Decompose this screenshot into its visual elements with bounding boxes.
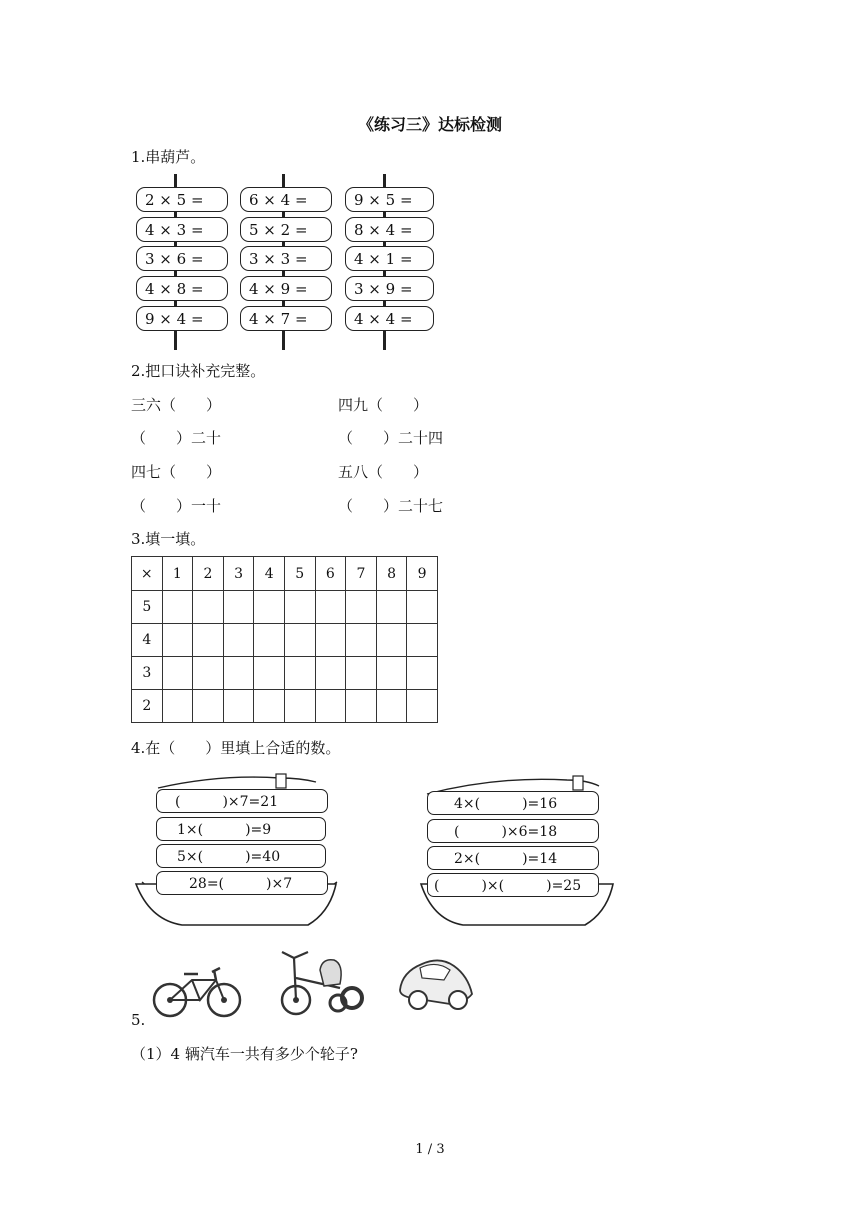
answer-cell[interactable]: [376, 591, 407, 624]
header-cell: 1: [162, 557, 193, 591]
header-cell: 6: [315, 557, 346, 591]
bead: 8 × 4 =: [345, 217, 434, 242]
answer-cell[interactable]: [376, 690, 407, 723]
answer-cell[interactable]: [162, 591, 193, 624]
answer-cell[interactable]: [162, 624, 193, 657]
mnemonic-item: （ ）二十四: [338, 429, 444, 447]
header-cell: ×: [132, 557, 163, 591]
skewer-2: [240, 174, 340, 350]
equation-plank: 2×( )=14: [427, 846, 599, 870]
answer-cell[interactable]: [193, 657, 224, 690]
equation-plank: ( )×6=18: [427, 819, 599, 843]
bead: 4 × 8 =: [136, 276, 228, 301]
skewer-3: [345, 174, 445, 350]
mnemonic-item: （ ）一十: [131, 497, 222, 515]
mnemonic-item: 四九（ ）: [338, 396, 429, 414]
header-cell: 7: [346, 557, 377, 591]
answer-cell[interactable]: [193, 690, 224, 723]
boat-1: [130, 772, 340, 932]
equation-plank: 28=( )×7: [156, 871, 328, 895]
equation-plank: 1×( )=9: [156, 817, 326, 841]
equation-plank: ( )×( )=25: [427, 873, 599, 897]
answer-cell[interactable]: [346, 657, 377, 690]
answer-cell[interactable]: [162, 690, 193, 723]
equation-plank: ( )×7=21: [156, 789, 328, 813]
bead: 4 × 7 =: [240, 306, 332, 331]
row-header: 4: [132, 624, 163, 657]
answer-cell[interactable]: [254, 690, 285, 723]
answer-cell[interactable]: [315, 657, 346, 690]
answer-cell[interactable]: [254, 591, 285, 624]
header-cell: 5: [284, 557, 315, 591]
header-cell: 9: [407, 557, 438, 591]
answer-cell[interactable]: [162, 657, 193, 690]
skewer-1: [136, 174, 236, 350]
equation-plank: 5×( )=40: [156, 844, 326, 868]
bead: 5 × 2 =: [240, 217, 332, 242]
bead: 6 × 4 =: [240, 187, 332, 212]
car-icon: [394, 952, 479, 1017]
bead: 4 × 3 =: [136, 217, 228, 242]
bead: 4 × 4 =: [345, 306, 434, 331]
boat-2: [417, 772, 617, 932]
answer-cell[interactable]: [346, 690, 377, 723]
q3-heading: 3.填一填。: [131, 530, 206, 548]
mnemonic-item: （ ）二十: [131, 429, 222, 447]
mnemonic-item: 三六（ ）: [131, 396, 222, 414]
answer-cell[interactable]: [284, 624, 315, 657]
bead: 4 × 1 =: [345, 246, 434, 271]
answer-cell[interactable]: [407, 624, 438, 657]
answer-cell[interactable]: [376, 657, 407, 690]
tricycle-icon: [272, 948, 367, 1020]
answer-cell[interactable]: [346, 624, 377, 657]
header-cell: 3: [223, 557, 254, 591]
row-header: 3: [132, 657, 163, 690]
bead: 3 × 6 =: [136, 246, 228, 271]
page-number: 1 / 3: [415, 1142, 445, 1157]
answer-cell[interactable]: [407, 690, 438, 723]
page-title: 《练习三》达标检测: [357, 115, 502, 134]
answer-cell[interactable]: [284, 657, 315, 690]
answer-cell[interactable]: [346, 591, 377, 624]
answer-cell[interactable]: [223, 657, 254, 690]
q1-heading: 1.串葫芦。: [131, 148, 206, 166]
header-cell: 4: [254, 557, 285, 591]
answer-cell[interactable]: [223, 624, 254, 657]
answer-cell[interactable]: [284, 591, 315, 624]
bead: 3 × 3 =: [240, 246, 332, 271]
bead: 3 × 9 =: [345, 276, 434, 301]
header-cell: 8: [376, 557, 407, 591]
answer-cell[interactable]: [254, 624, 285, 657]
answer-cell[interactable]: [193, 624, 224, 657]
row-header: 5: [132, 591, 163, 624]
q5-heading: 5.: [131, 1011, 146, 1029]
answer-cell[interactable]: [223, 591, 254, 624]
q2-heading: 2.把口诀补充完整。: [131, 362, 266, 380]
row-header: 2: [132, 690, 163, 723]
answer-cell[interactable]: [284, 690, 315, 723]
bead: 2 × 5 =: [136, 187, 228, 212]
answer-cell[interactable]: [376, 624, 407, 657]
answer-cell[interactable]: [407, 591, 438, 624]
bead: 9 × 4 =: [136, 306, 228, 331]
answer-cell[interactable]: [407, 657, 438, 690]
mnemonic-item: （ ）二十七: [338, 497, 444, 515]
mnemonic-item: 四七（ ）: [131, 463, 222, 481]
equation-plank: 4×( )=16: [427, 791, 599, 815]
q5-subquestion-1: （1）4 辆汽车一共有多少个轮子?: [131, 1045, 358, 1063]
answer-cell[interactable]: [254, 657, 285, 690]
q4-heading: 4.在（ ）里填上合适的数。: [131, 739, 341, 757]
answer-cell[interactable]: [315, 690, 346, 723]
answer-cell[interactable]: [193, 591, 224, 624]
answer-cell[interactable]: [223, 690, 254, 723]
multiplication-table: [131, 556, 438, 723]
bead: 4 × 9 =: [240, 276, 332, 301]
header-cell: 2: [193, 557, 224, 591]
bead: 9 × 5 =: [345, 187, 434, 212]
answer-cell[interactable]: [315, 624, 346, 657]
bicycle-icon: [150, 962, 245, 1022]
mnemonic-item: 五八（ ）: [338, 463, 429, 481]
answer-cell[interactable]: [315, 591, 346, 624]
